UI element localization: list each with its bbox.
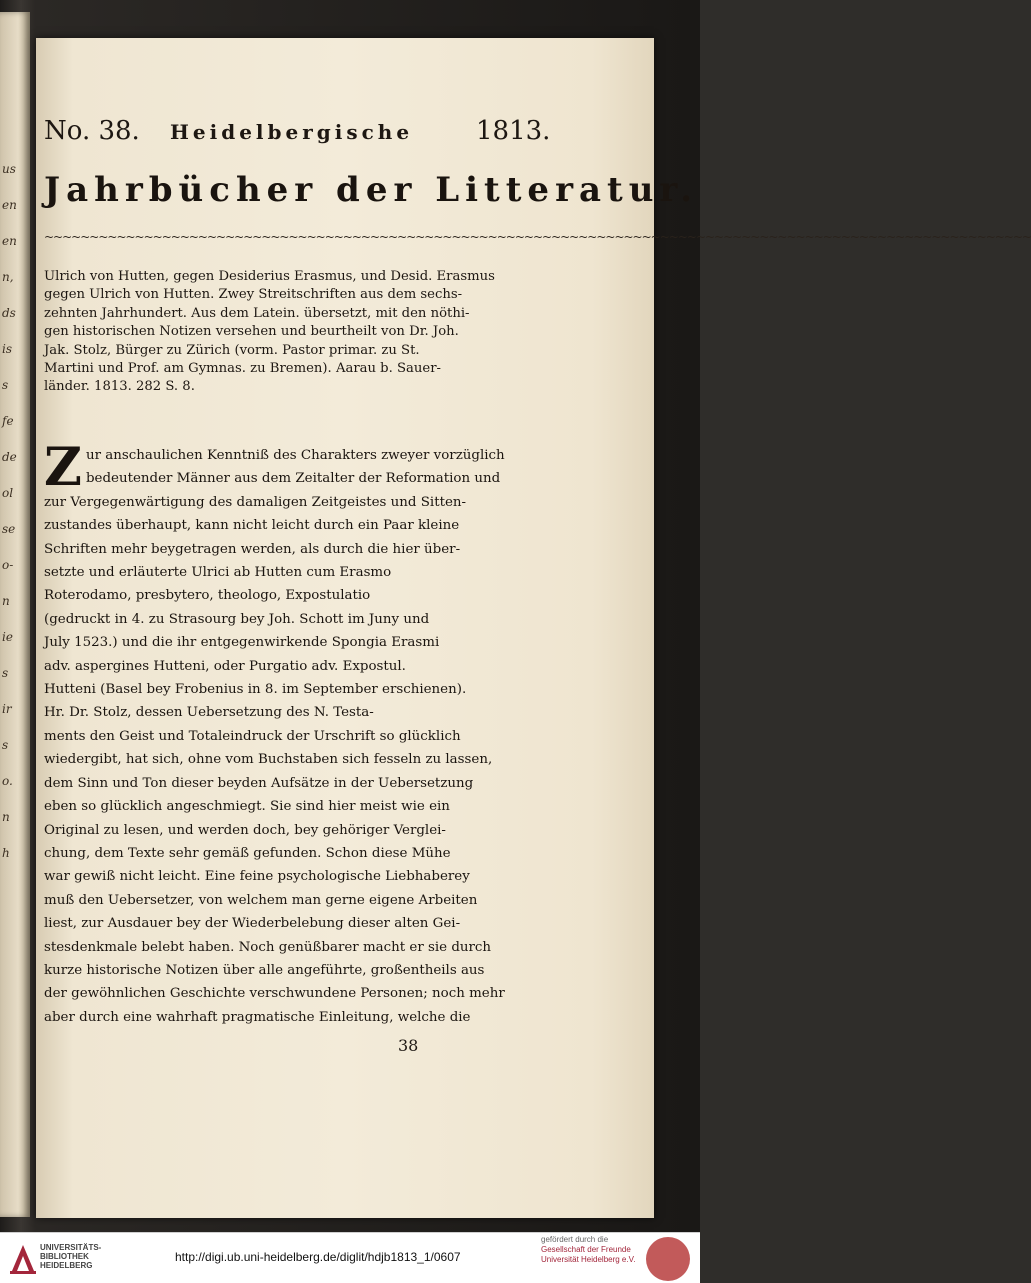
body-line: bedeutender Männer aus dem Zeitalter der Reformation und [85,471,501,487]
viewer-footer [0,1232,700,1283]
facing-page-fragment: us [2,162,16,176]
body-line: dem Sinn und Ton dieser beyden Aufsätze in der Uebersetzung [44,775,474,791]
facing-page-fragment: se [2,522,16,536]
bib-line: Ulrich von Hutten, gegen Desiderius Erasmus, und Desid. Erasmus [44,269,495,284]
bib-line: Martini und Prof. am Gymnas. zu Bremen). Aarau b. Sauer- [44,361,441,377]
year: 1813. [476,116,551,146]
sponsor-intro: gefördert durch die [541,1235,609,1244]
body-line: setzte und erläuterte Ulrici ab Hutten cum Erasmo [44,565,392,581]
institution-name [40,1243,101,1270]
facing-page-fragment: n, [2,270,14,284]
facing-page-fragment: ds [2,306,16,320]
facing-page-fragment: is [2,342,12,356]
page-number: 38 [398,1036,419,1055]
body-line: war gewiß nicht leicht. Eine feine psychologische Liebhaberey [44,869,470,885]
ornamental-rule: ~~~~~~~~~~~~~~~~~~~~~~~~~~~~~~~~~~~~~~~~~~~~~~~~~~~~~~~~~~~~~~~~~~~~~~~~~~~~~~~~~~~~~~~~~~~~~~~~~~~~~~~~~~~~~ [44,230,1031,244]
body-line: ments den Geist und Totaleindruck der Urschrift so glücklich [44,728,461,744]
bib-line: Jak. Stolz, Bürger zu Zürich (vorm. Pastor primar. zu St. [44,342,420,358]
body-line: liest, zur Ausdauer bey der Wiederbelebung dieser alten Gei- [44,916,461,932]
facing-page-fragment: h [2,846,10,860]
facing-page-fragment: de [2,450,17,464]
bib-line: länder. 1813. 282 S. 8. [44,379,195,395]
facing-page-edge [0,12,30,1217]
body-line: kurze historische Notizen über alle angeführte, großentheils aus [44,962,485,978]
body-line: stesdenkmale belebt haben. Noch genüßbarer macht er sie durch [44,939,492,955]
sponsor-name: Gesellschaft der Freunde [541,1245,631,1254]
university-library-logo-icon [8,1241,38,1275]
facing-page-fragment: s [2,738,9,752]
facing-page-fragment: n [2,810,10,824]
facing-page-fragment: s [2,378,9,392]
body-line: Hutteni (Basel bey Frobenius in 8. im September erschienen). [44,682,467,698]
facing-page-fragment: o. [2,774,13,788]
facing-page-fragment: fe [2,414,14,428]
drop-cap: Z [44,437,82,498]
bibliographic-entry [44,268,544,397]
sponsor-name: Universität Heidelberg e.V. [541,1255,636,1264]
institution-line: UNIVERSITÄTS- [40,1243,102,1252]
facing-page-fragment: ir [2,702,12,716]
journal-name: Heidelbergische [170,120,414,144]
body-line: wiedergibt, hat sich, ohne vom Buchstaben sich fesseln zu lassen, [44,752,493,768]
body-line: ur anschaulichen Kenntniß des Charakters zweyer vorzüglich [85,448,505,463]
sponsor-seal-icon [646,1237,690,1281]
page-title: Jahrbücher der Litteratur. [44,170,699,210]
facing-page-fragment: ie [2,630,13,644]
body-line: Schriften mehr beygetragen werden, als durch die hier über- [44,541,461,557]
body-line: aber durch eine wahrhaft pragmatische Einleitung, welche die [44,1009,471,1025]
institution-line: BIBLIOTHEK [40,1252,89,1261]
body-line: (gedruckt in 4. zu Strasourg bey Joh. Schott im Juny und [44,611,430,627]
permalink[interactable]: http://digi.ub.uni-heidelberg.de/diglit/hdjb1813_1/0607 [175,1250,461,1264]
running-header [44,116,551,150]
facing-page-fragment: ol [2,486,14,500]
body-line: zur Vergegenwärtigung des damaligen Zeitgeistes und Sitten- [44,494,467,510]
bib-line: gen historischen Notizen versehen und beurtheilt von Dr. Joh. [44,324,459,340]
issue-number: No. 38. [44,116,140,146]
bib-line: gegen Ulrich von Hutten. Zwey Streitschriften aus dem sechs- [44,287,463,303]
facing-page-fragment: s [2,666,9,680]
body-line: Hr. Dr. Stolz, dessen Uebersetzung des N. Testa- [44,705,374,721]
body-line: chung, dem Texte sehr gemäß gefunden. Schon diese Mühe [44,845,451,861]
institution-line: HEIDELBERG [40,1261,93,1270]
body-line: muß den Uebersetzer, von welchem man gerne eigene Arbeiten [44,892,478,908]
body-line: eben so glücklich angeschmiegt. Sie sind hier meist wie ein [44,799,450,815]
facing-page-fragment: n [2,594,10,608]
body-line: July 1523.) und die ihr entgegenwirkende Spongia Erasmi [44,635,440,651]
facing-page-fragment: en [2,234,17,248]
facing-page-fragment: o- [2,558,14,572]
sponsor-note [541,1235,635,1265]
body-line: Roterodamo, presbytero, theologo, Expostulatio [44,588,371,604]
body-line: adv. aspergines Hutteni, oder Purgatio adv. Expostul. [44,658,406,674]
bib-line: zehnten Jahrhundert. Aus dem Latein. übersetzt, mit den nöthi- [44,305,470,321]
body-line: Original zu lesen, und werden doch, bey gehöriger Verglei- [44,822,446,838]
body-line: zustandes überhaupt, kann nicht leicht durch ein Paar kleine [44,518,460,534]
facing-page-fragment: en [2,198,17,212]
body-line: der gewöhnlichen Geschichte verschwundene Personen; noch mehr [44,986,505,1002]
review-body [44,437,544,1029]
